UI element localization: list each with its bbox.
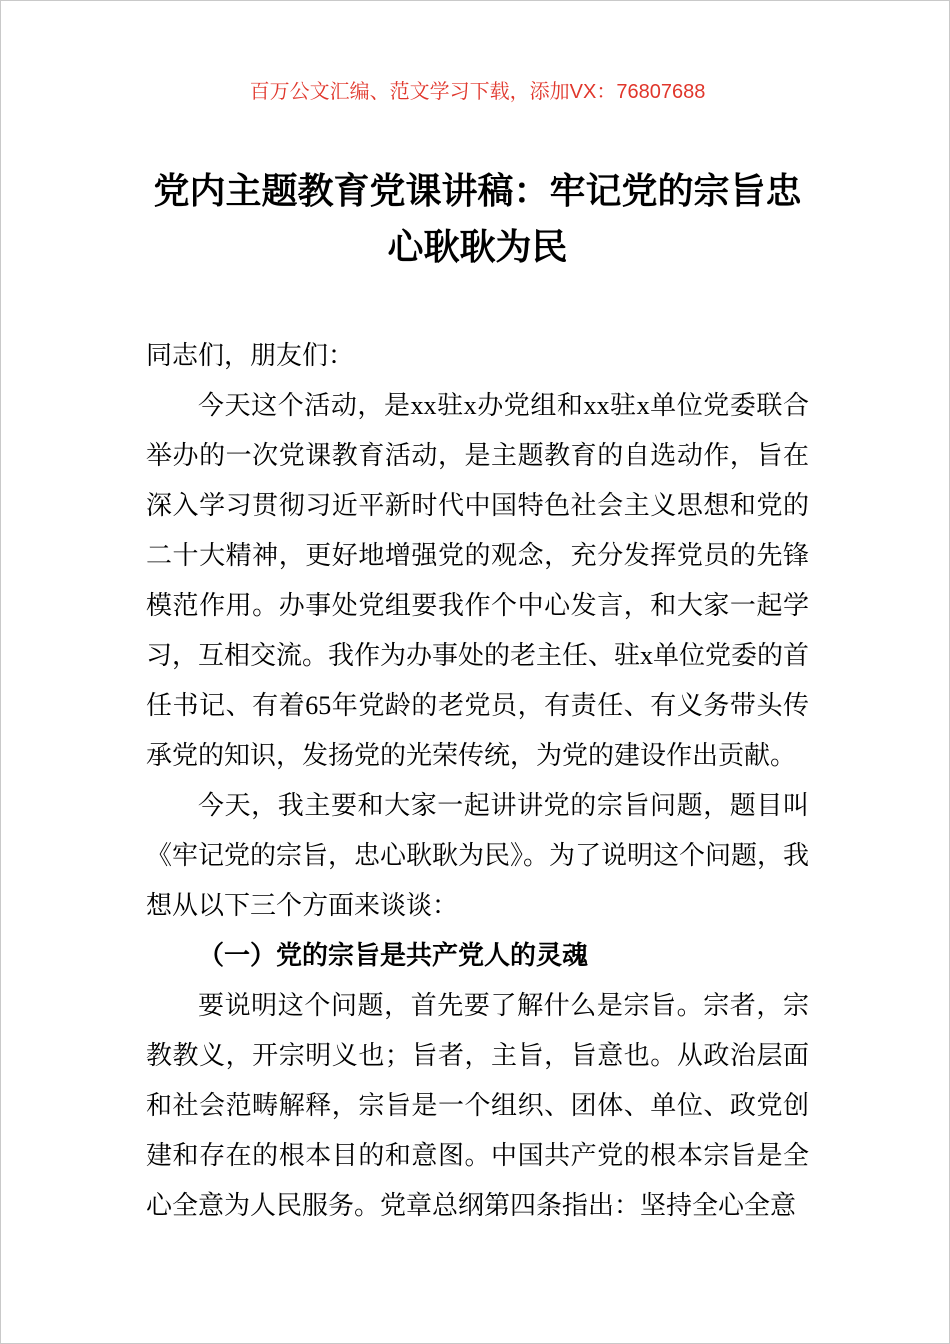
paragraph: 今天这个活动，是xx驻x办党组和xx驻x单位党委联合举办的一次党课教育活动，是主题教育的自选动作，旨在深入学习贯彻习近平新时代中国特色社会主义思想和党的二十大精神，更好地增强党的观念，充分发挥党员的先锋模范作用。办事处党组要我作个中心发言，和大家一起学习，互相交流。我作为办事处的老主任、驻x单位党委的首任书记、有着65年党龄的老党员，有责任、有义务带头传承党的知识，发扬党的光荣传统，为党的建设作出贡献。 — [146, 391, 810, 770]
section-heading: （一）党的宗旨是共产党人的灵魂 — [198, 941, 589, 970]
document-body — [146, 331, 809, 1231]
paragraph: 要说明这个问题，首先要了解什么是宗旨。宗者，宗教教义，开宗明义也；旨者，主旨，旨意也。从政治层面和社会范畴解释，宗旨是一个组织、团体、单位、政党创建和存在的根本目的和意图。中国共产党的根本宗旨是全心全意为人民服务。党章总纲第四条指出：坚持全心全意 — [146, 991, 809, 1220]
document-title: 党内主题教育党课讲稿：牢记党的宗旨忠心耿耿为民 — [153, 171, 802, 267]
header-notice: 百万公文汇编、范文学习下载，添加VX：76807688 — [249, 81, 706, 103]
paragraph: 同志们，朋友们： — [146, 341, 355, 370]
paragraph: 今天，我主要和大家一起讲讲党的宗旨问题，题目叫《牢记党的宗旨，忠心耿耿为民》。为了说明这个问题，我想从以下三个方面来谈谈： — [146, 791, 810, 920]
